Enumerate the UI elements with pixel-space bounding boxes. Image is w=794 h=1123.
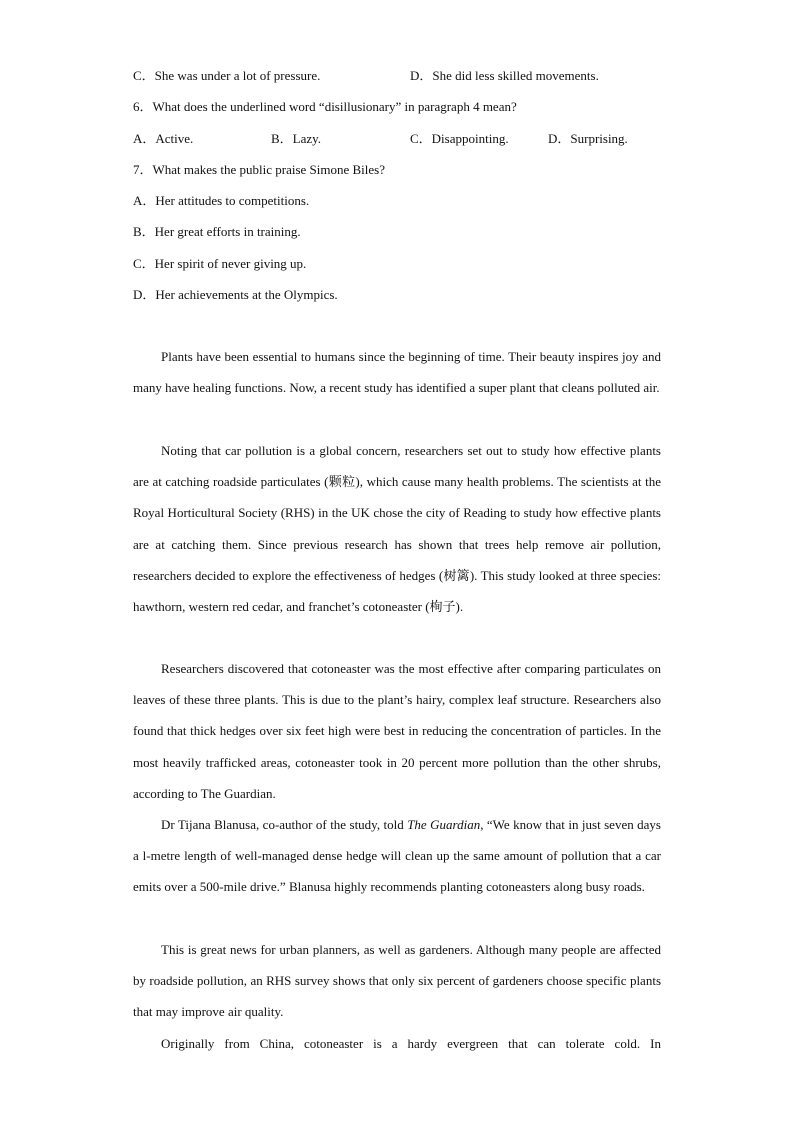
q7-option-d: D．Her achievements at the Olympics. — [133, 287, 338, 302]
q7-question: 7．What makes the public praise Simone Biles? — [133, 162, 385, 177]
paragraph-4-text-start: Dr Tijana Blanusa, co-author of the study, told — [161, 817, 408, 832]
q7-option-c: C．Her spirit of never giving up. — [133, 256, 307, 271]
q6-question: 6．What does the underlined word “disillusionary” in paragraph 4 mean? — [133, 99, 517, 114]
passage-paragraph-6: Originally from China, cotoneaster is a hardy evergreen that can tolerate cold. In — [161, 1036, 661, 1051]
passage-paragraph-5: This is great news for urban planners, as well as gardeners. Although many people are affected by roadside pollution, an RHS survey shows that only six percent of gardeners choose specific plants that may improve air quality. — [133, 942, 661, 1020]
passage-paragraph-1: Plants have been essential to humans since the beginning of time. Their beauty inspires joy and many have healing functions. Now, a recent study has identified a super plant that cleans polluted air. — [133, 349, 661, 396]
passage-paragraph-2: Noting that car pollution is a global concern, researchers set out to study how effective plants are at catching roadside particulates (颗粒), which cause many health problems. The scientists at the Royal Horticultural Society (RHS) in the UK chose the city of Reading to study how effective plants are at catching them. Since previous research has shown that trees help remove air pollution, researchers decided to explore the effectiveness of hedges (树篱). This study looked at three species: hawthorn, western red cedar, and franchet’s cotoneaster (栒子). — [133, 443, 661, 615]
passage-paragraph-3: Researchers discovered that cotoneaster was the most effective after comparing particulates on leaves of these three plants. This is due to the plant’s hairy, complex leaf structure. Researchers also found that thick hedges over six feet high were best in reducing the concentration of particles. In the most heavily trafficked areas, cotoneaster took in 20 percent more pollution than the other shrubs, according to The Guardian. — [133, 661, 661, 801]
q6-option-c: C．Disappointing. — [410, 131, 509, 146]
paragraph-4-text-end: , “We know that in just seven days a l-metre length of well-managed dense hedge will clean up the same amount of pollution that a car emits over a 500-mile drive.” Blanusa highly recommends planting cotoneasters along busy roads. — [133, 817, 661, 895]
q7-option-a: A．Her attitudes to competitions. — [133, 193, 310, 208]
q5-option-c: C．She was under a lot of pressure. — [133, 68, 321, 83]
q7-option-b: B．Her great efforts in training. — [133, 224, 301, 239]
passage-paragraph-4 — [133, 809, 661, 903]
q6-option-b: B．Lazy. — [271, 131, 322, 146]
q5-option-d: D．She did less skilled movements. — [410, 68, 599, 83]
q6-option-a: A．Active. — [133, 131, 194, 146]
newspaper-title: The Guardian — [407, 817, 481, 832]
q6-option-d: D．Surprising. — [548, 131, 628, 146]
